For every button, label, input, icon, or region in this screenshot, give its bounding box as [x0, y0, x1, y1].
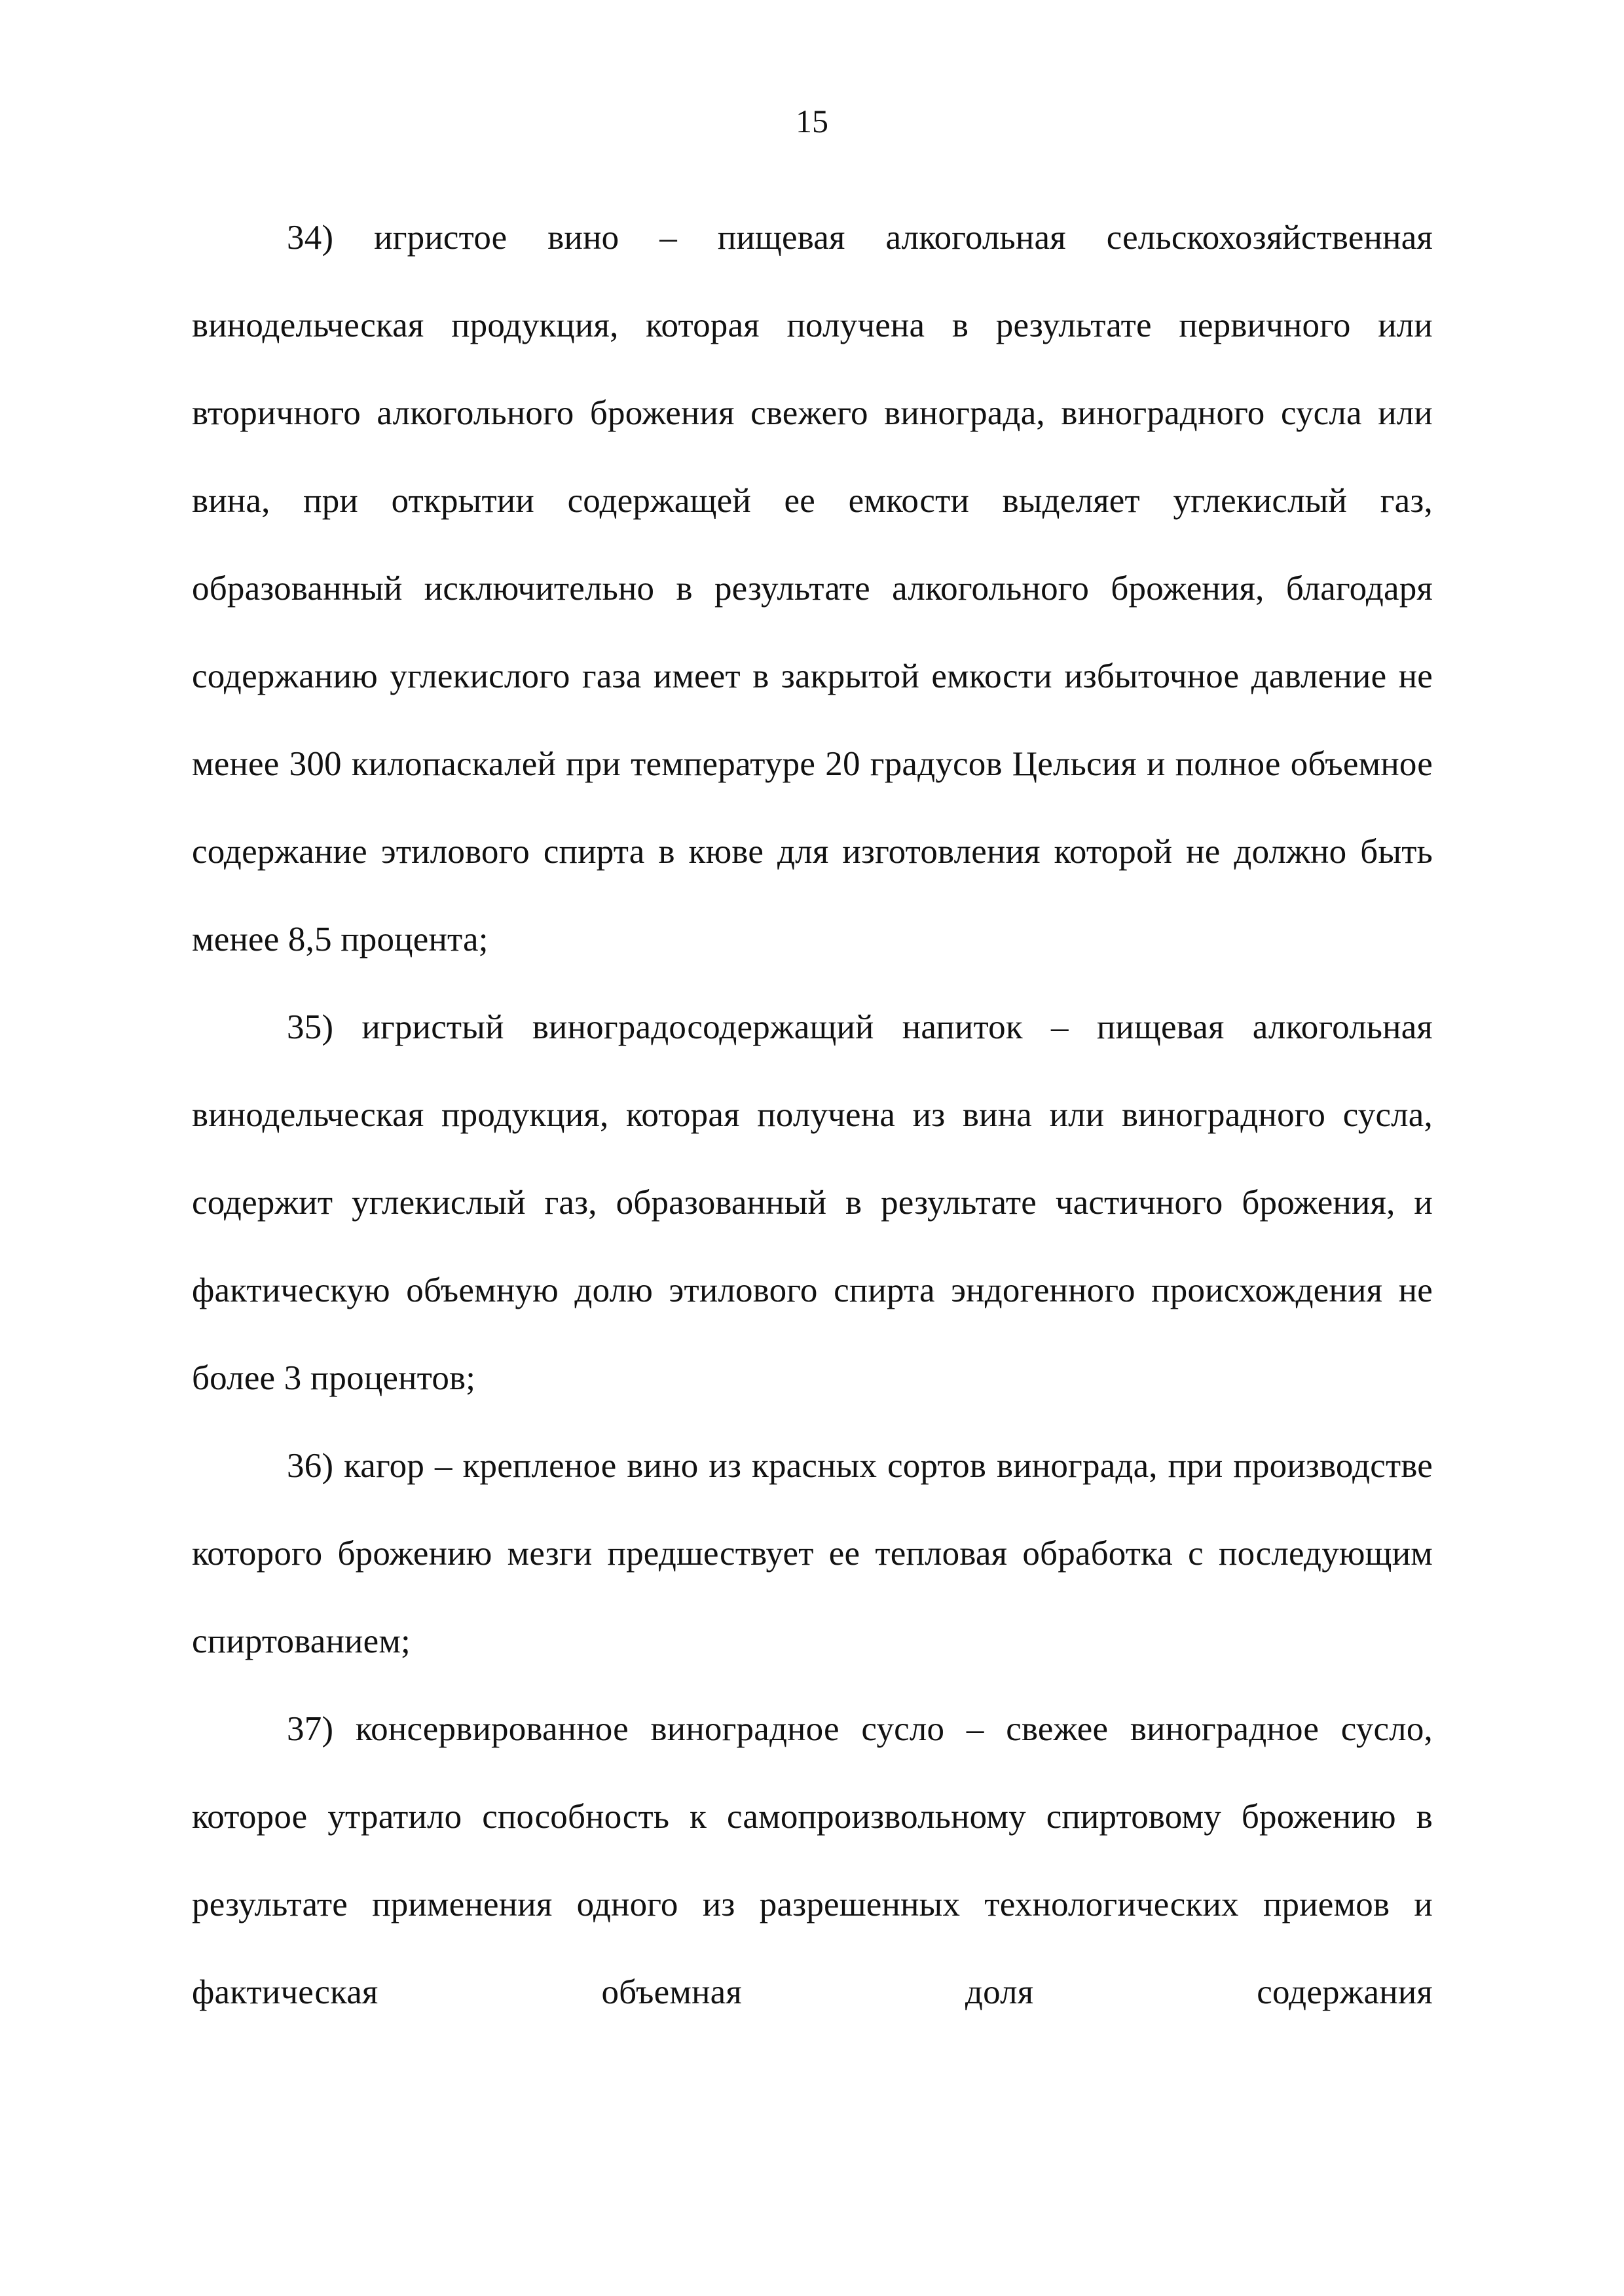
document-body	[192, 194, 1433, 2036]
page-number: 15	[796, 103, 828, 139]
paragraph-37-preserved-grape-must: 37) консервированное виноградное сусло – свежее виноградное сусло, которое утратило способность к самопроизвольному спиртовому брожению в результате применения одного из разрешенных технологических приемов и фактическая объемная доля содержания	[192, 1710, 1433, 2011]
paragraph-36-kagor: 36) кагор – крепленое вино из красных сортов винограда, при производстве которого брожению мезги предшествует ее тепловая обработка с последующим спиртованием;	[192, 1447, 1433, 1660]
paragraph-35-sparkling-grape-drink: 35) игристый виноградосодержащий напиток – пищевая алкогольная винодельческая продукция, которая получена из вина или виноградного сусла, содержит углекислый газ, образованный в результате частичного брожения, и фактическую объемную долю этилового спирта эндогенного происхождения не более 3 процентов;	[192, 1008, 1433, 1397]
paragraph-34-sparkling-wine: 34) игристое вино – пищевая алкогольная сельскохозяйственная винодельческая продукция, которая получена в результате первичного или вторичного алкогольного брожения свежего винограда, виноградного сусла или вина, при открытии содержащей ее емкости выделяет углекислый газ, образованный исключительно в результате алкогольного брожения, благодаря содержанию углекислого газа имеет в закрытой емкости избыточное давление не менее 300 килопаскалей при температуре 20 градусов Цельсия и полное объемное содержание этилового спирта в кюве для изготовления которой не должно быть менее 8,5 процента;	[192, 219, 1433, 958]
